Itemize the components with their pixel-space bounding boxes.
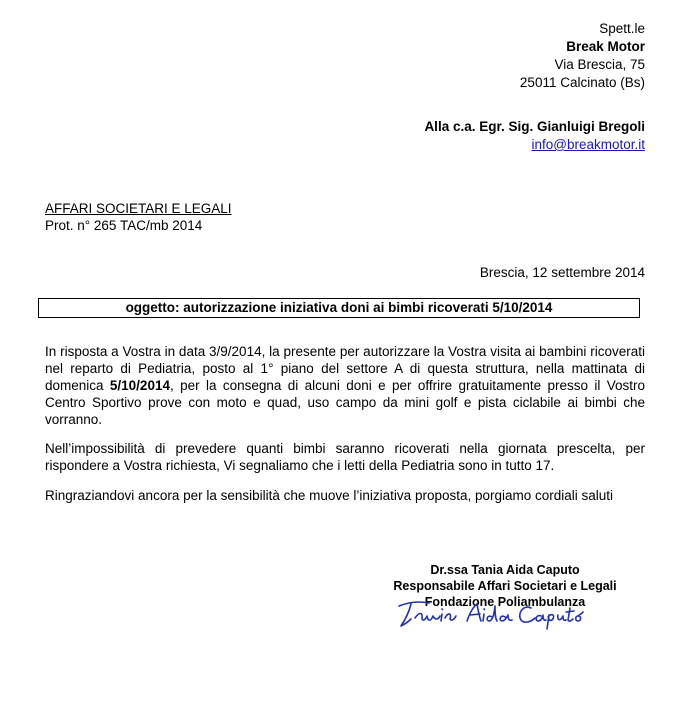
recipient-company: Break Motor	[566, 39, 645, 54]
sender-office	[45, 200, 232, 234]
handwritten-signature	[395, 594, 585, 632]
body-paragraph-1	[45, 343, 645, 428]
body-paragraph-2: Nell’impossibilità di prevedere quanti bimbi saranno ricoverati nella giornata prescelta, per rispondere a Vostra richiesta, Vi segnaliamo che i letti della Pediatria sono in tutto 17.	[45, 441, 645, 473]
attention-block	[424, 118, 645, 154]
recipient-street: Via Brescia, 75	[554, 57, 645, 72]
recipient-salutation: Spett.le	[599, 21, 645, 36]
p1-date-bold: 5/10/2014	[109, 378, 170, 393]
subject-box: oggetto: autorizzazione iniziativa doni ai bimbi ricoverati 5/10/2014	[38, 298, 640, 318]
signatory-organization: Fondazione Poliambulanza	[424, 595, 586, 609]
body-paragraph-3: Ringraziandovi ancora per la sensibilità che muove l’iniziativa proposta, porgiamo cordiali saluti	[45, 488, 614, 503]
recipient-email-link[interactable]: info@breakmotor.it	[531, 137, 645, 152]
signatory-name: Dr.ssa Tania Aida Caputo	[430, 563, 580, 577]
p1-text-end: , per la consegna di alcuni doni e per offrire gratuitamente presso il Vostro Centro Sportivo prove con moto e quad, uso campo da mini golf e pista ciclabile ai bimbi che vorranno.	[45, 378, 645, 427]
p1-text-start: In risposta a Vostra in data 3/9/2014, la presente per autorizzare la Vostra visita ai bambini ricoverati nel reparto di Pediatria, posto al 1° piano del settore A di questa struttura, nella mattinata di domenica	[45, 344, 645, 393]
department-name: AFFARI SOCIETARI E LEGALI	[45, 201, 232, 216]
protocol-number: Prot. n° 265 TAC/mb 2014	[45, 218, 203, 233]
recipient-address	[520, 20, 645, 92]
recipient-city: 25011 Calcinato (Bs)	[519, 75, 645, 90]
attention-line: Alla c.a. Egr. Sig. Gianluigi Bregoli	[424, 119, 645, 134]
letter-date: Brescia, 12 settembre 2014	[479, 265, 645, 280]
signatory-role: Responsabile Affari Societari e Legali	[393, 579, 617, 593]
